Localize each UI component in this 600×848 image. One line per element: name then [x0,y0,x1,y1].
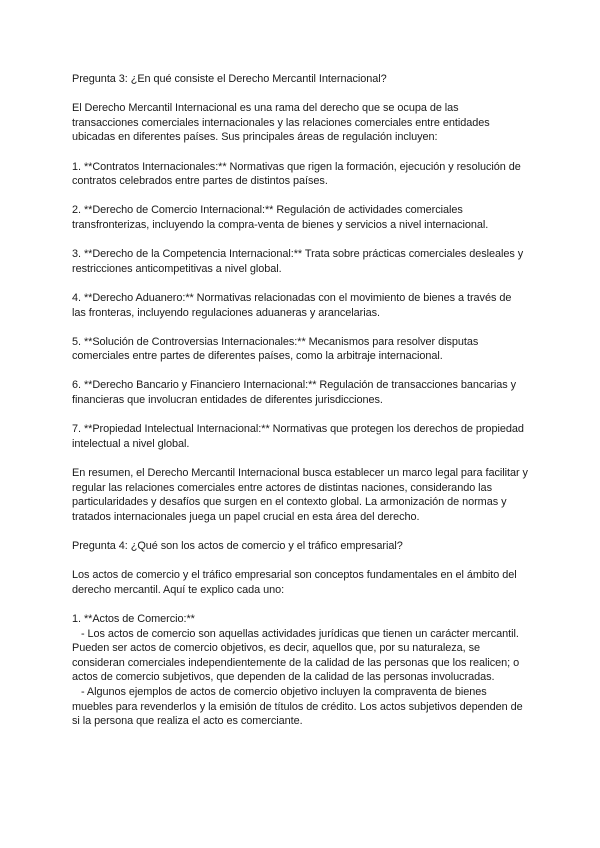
list-item-competencia: 3. **Derecho de la Competencia Internacional:** Trata sobre prácticas comerciales desleales y restricciones anticompetitivas a nivel global. [72,248,527,275]
question-4-point-1: - Los actos de comercio son aquellas actividades jurídicas que tienen un carácter mercantil. Pueden ser actos de comercio objetivos, es decir, aquellos que, por su naturaleza, se consideran comerciales independientemente de la calidad de las personas que los realicen; o actos de comercio subjetivos, que dependen de la calidad de las personas involucradas. [72,627,523,684]
question-3-heading: Pregunta 3: ¿En qué consiste el Derecho Mercantil Internacional? [72,73,387,85]
question-4-point-2: - Algunos ejemplos de actos de comercio objetivo incluyen la compraventa de bienes muebles para revenderlos y la emisión de títulos de crédito. Los actos subjetivos dependen de si la persona que realiza el acto es comerciante. [72,685,526,728]
question-4-item-title: 1. **Actos de Comercio:** [72,612,195,625]
list-item-propiedad: 7. **Propiedad Intelectual Internacional:** Normativas que protegen los derechos de propiedad intelectual a nivel global. [72,423,527,450]
list-item-controversias: 5. **Solución de Controversias Internacionales:** Mecanismos para resolver disputas comerciales entre partes de diferentes países, como la arbitraje internacional. [72,335,482,363]
question-4-intro: Los actos de comercio y el tráfico empresarial son conceptos fundamentales en el ámbito del derecho mercantil. Aquí te explico cada uno: [72,569,520,596]
document-body [72,72,531,729]
list-item-contratos: 1. **Contratos Internacionales:** Normativas que rigen la formación, ejecución y resolución de contratos celebrados entre partes de distintos países. [72,160,524,188]
list-item-comercio: 2. **Derecho de Comercio Internacional:** Regulación de actividades comerciales transfronterizas, incluyendo la compra-venta de bienes y servicios a nivel internacional. [72,204,489,231]
list-item-aduanero: 4. **Derecho Aduanero:** Normativas relacionadas con el movimiento de bienes a través de las fronteras, incluyendo regulaciones aduaneras y arancelarias. [72,291,515,319]
question-3-summary: En resumen, el Derecho Mercantil Internacional busca establecer un marco legal para facilitar y regular las relaciones comerciales entre actores de distintas naciones, considerando las particularidades y desafíos que surgen en el contexto global. La armonización de normas y tratados internacionales juega un papel crucial en esta área del derecho. [72,467,531,523]
question-4-heading: Pregunta 4: ¿Qué son los actos de comercio y el tráfico empresarial? [72,540,403,552]
list-item-bancario: 6. **Derecho Bancario y Financiero Internacional:** Regulación de transacciones bancarias y financieras que involucran entidades de diferentes jurisdicciones. [72,379,520,407]
question-3-intro: El Derecho Mercantil Internacional es una rama del derecho que se ocupa de las transacciones comerciales internacionales y las relaciones comerciales entre entidades ubicadas en diferentes países. Sus principales áreas de regulación incluyen: [72,102,493,144]
